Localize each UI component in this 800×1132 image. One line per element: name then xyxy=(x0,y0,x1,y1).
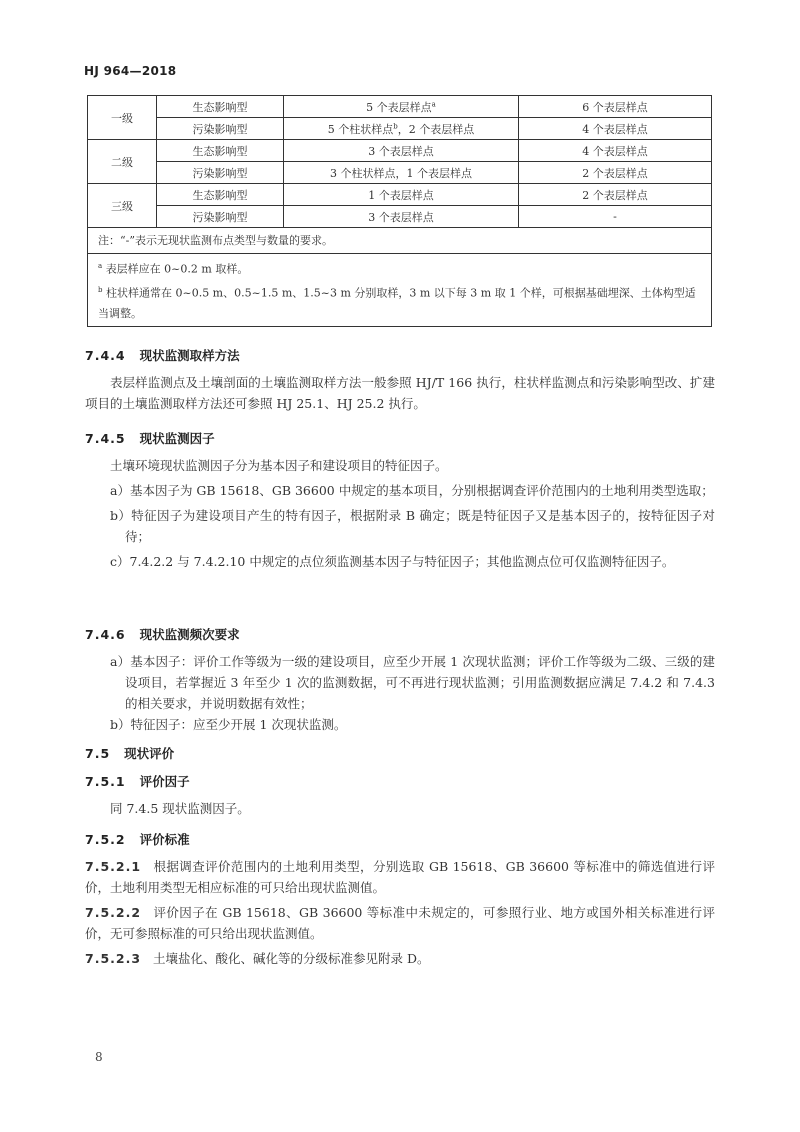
points-cell: 3 个表层样点 xyxy=(284,140,519,162)
table-row xyxy=(88,162,712,184)
table-row xyxy=(88,96,712,118)
monitoring-points-table xyxy=(87,95,712,327)
grade-cell: 一级 xyxy=(88,96,157,140)
list-item: a）基本因子：评价工作等级为一级的建设项目，应至少开展 1 次现状监测；评价工作等级为二级、三级的建设项目，若掌握近 3 年至少 1 次的监测数据，可不再进行现状监测；引用监测数据应满足 7.4.2 和 7.4.3 的相关要求，并说明数据有效性； xyxy=(110,654,715,711)
points-cell: 5 个表层样点$^a$ xyxy=(284,96,519,118)
table-footnotes xyxy=(88,254,712,327)
section-7-4-4 xyxy=(85,345,715,414)
list-item: b）特征因子：应至少开展 1 次现状监测。 xyxy=(110,717,347,732)
section-heading: 7.4.6 现状监测频次要求 xyxy=(85,627,240,642)
paragraph: 同 7.4.5 现状监测因子。 xyxy=(110,801,250,816)
section-heading: 7.5 现状评价 xyxy=(85,746,175,761)
points-cell: 3 个表层样点 xyxy=(284,206,519,228)
type-cell: 污染影响型 xyxy=(157,162,284,184)
section-7-5 xyxy=(85,743,715,764)
points-cell: 5 个柱状样点$^b$，2 个表层样点 xyxy=(284,118,519,140)
points-cell: 4 个表层样点 xyxy=(519,140,712,162)
type-cell: 生态影响型 xyxy=(157,140,284,162)
clause-7-5-2-1: 7.5.2.1 根据调查评价范围内的土地利用类型，分别选取 GB 15618、GB 36600 等标准中的筛选值进行评价，土地利用类型无相应标准的可只给出现状监测值。 xyxy=(85,859,715,895)
section-heading: 7.4.5 现状监测因子 xyxy=(85,431,215,446)
table-row xyxy=(88,184,712,206)
type-cell: 污染影响型 xyxy=(157,206,284,228)
type-cell: 生态影响型 xyxy=(157,184,284,206)
points-cell: 1 个表层样点 xyxy=(284,184,519,206)
clause-7-5-2-2: 7.5.2.2 评价因子在 GB 15618、GB 36600 等标准中未规定的，可参照行业、地方或国外相关标准进行评价，无可参照标准的可只给出现状监测值。 xyxy=(85,905,715,941)
points-cell: 3 个柱状样点，1 个表层样点 xyxy=(284,162,519,184)
list-item: a）基本因子为 GB 15618、GB 36600 中规定的基本项目，分别根据调查评价范围内的土地利用类型选取； xyxy=(110,483,714,498)
section-7-4-6 xyxy=(85,624,715,735)
footnote-b: $^b$ 柱状样通常在 0~0.5 m、0.5~1.5 m、1.5~3 m 分别取样，3 m 以下每 3 m 取 1 个样，可根据基础埋深、土体构型适当调整。 xyxy=(98,285,696,321)
points-cell: 2 个表层样点 xyxy=(519,184,712,206)
grade-cell: 三级 xyxy=(88,184,157,228)
type-cell: 污染影响型 xyxy=(157,118,284,140)
table-row xyxy=(88,206,712,228)
list-item: b）特征因子为建设项目产生的特有因子，根据附录 B 确定；既是特征因子又是基本因子的，按特征因子对待； xyxy=(110,508,715,544)
paragraph: 土壤环境现状监测因子分为基本因子和建设项目的特征因子。 xyxy=(110,458,448,473)
clause-7-5-2-3: 7.5.2.3 土壤盐化、酸化、碱化等的分级标准参见附录 D。 xyxy=(85,951,430,966)
section-7-4-5 xyxy=(85,428,715,572)
table-row xyxy=(88,140,712,162)
paragraph: 表层样监测点及土壤剖面的土壤监测取样方法一般参照 HJ/T 166 执行，柱状样监测点和污染影响型改、扩建项目的土壤监测取样方法还可参照 HJ 25.1、HJ 25.2 执行。 xyxy=(85,375,715,411)
table-row xyxy=(88,118,712,140)
section-heading: 7.5.2 评价标准 xyxy=(85,832,190,847)
section-7-5-1 xyxy=(85,771,715,819)
points-cell: 2 个表层样点 xyxy=(519,162,712,184)
document-code-header: HJ 964—2018 xyxy=(84,64,177,78)
section-7-5-2 xyxy=(85,829,715,969)
points-cell: 6 个表层样点 xyxy=(519,96,712,118)
type-cell: 生态影响型 xyxy=(157,96,284,118)
grade-cell: 二级 xyxy=(88,140,157,184)
table-note: 注：“-”表示无现状监测布点类型与数量的要求。 xyxy=(88,228,712,254)
footnote-a: $^a$ 表层样应在 0~0.2 m 取样。 xyxy=(98,262,249,276)
points-cell: 4 个表层样点 xyxy=(519,118,712,140)
section-heading: 7.4.4 现状监测取样方法 xyxy=(85,348,240,363)
points-cell: - xyxy=(519,206,712,228)
list-item: c）7.4.2.2 与 7.4.2.10 中规定的点位须监测基本因子与特征因子；其他监测点位可仅监测特征因子。 xyxy=(110,554,675,569)
section-heading: 7.5.1 评价因子 xyxy=(85,774,190,789)
page-number: 8 xyxy=(95,1050,103,1064)
